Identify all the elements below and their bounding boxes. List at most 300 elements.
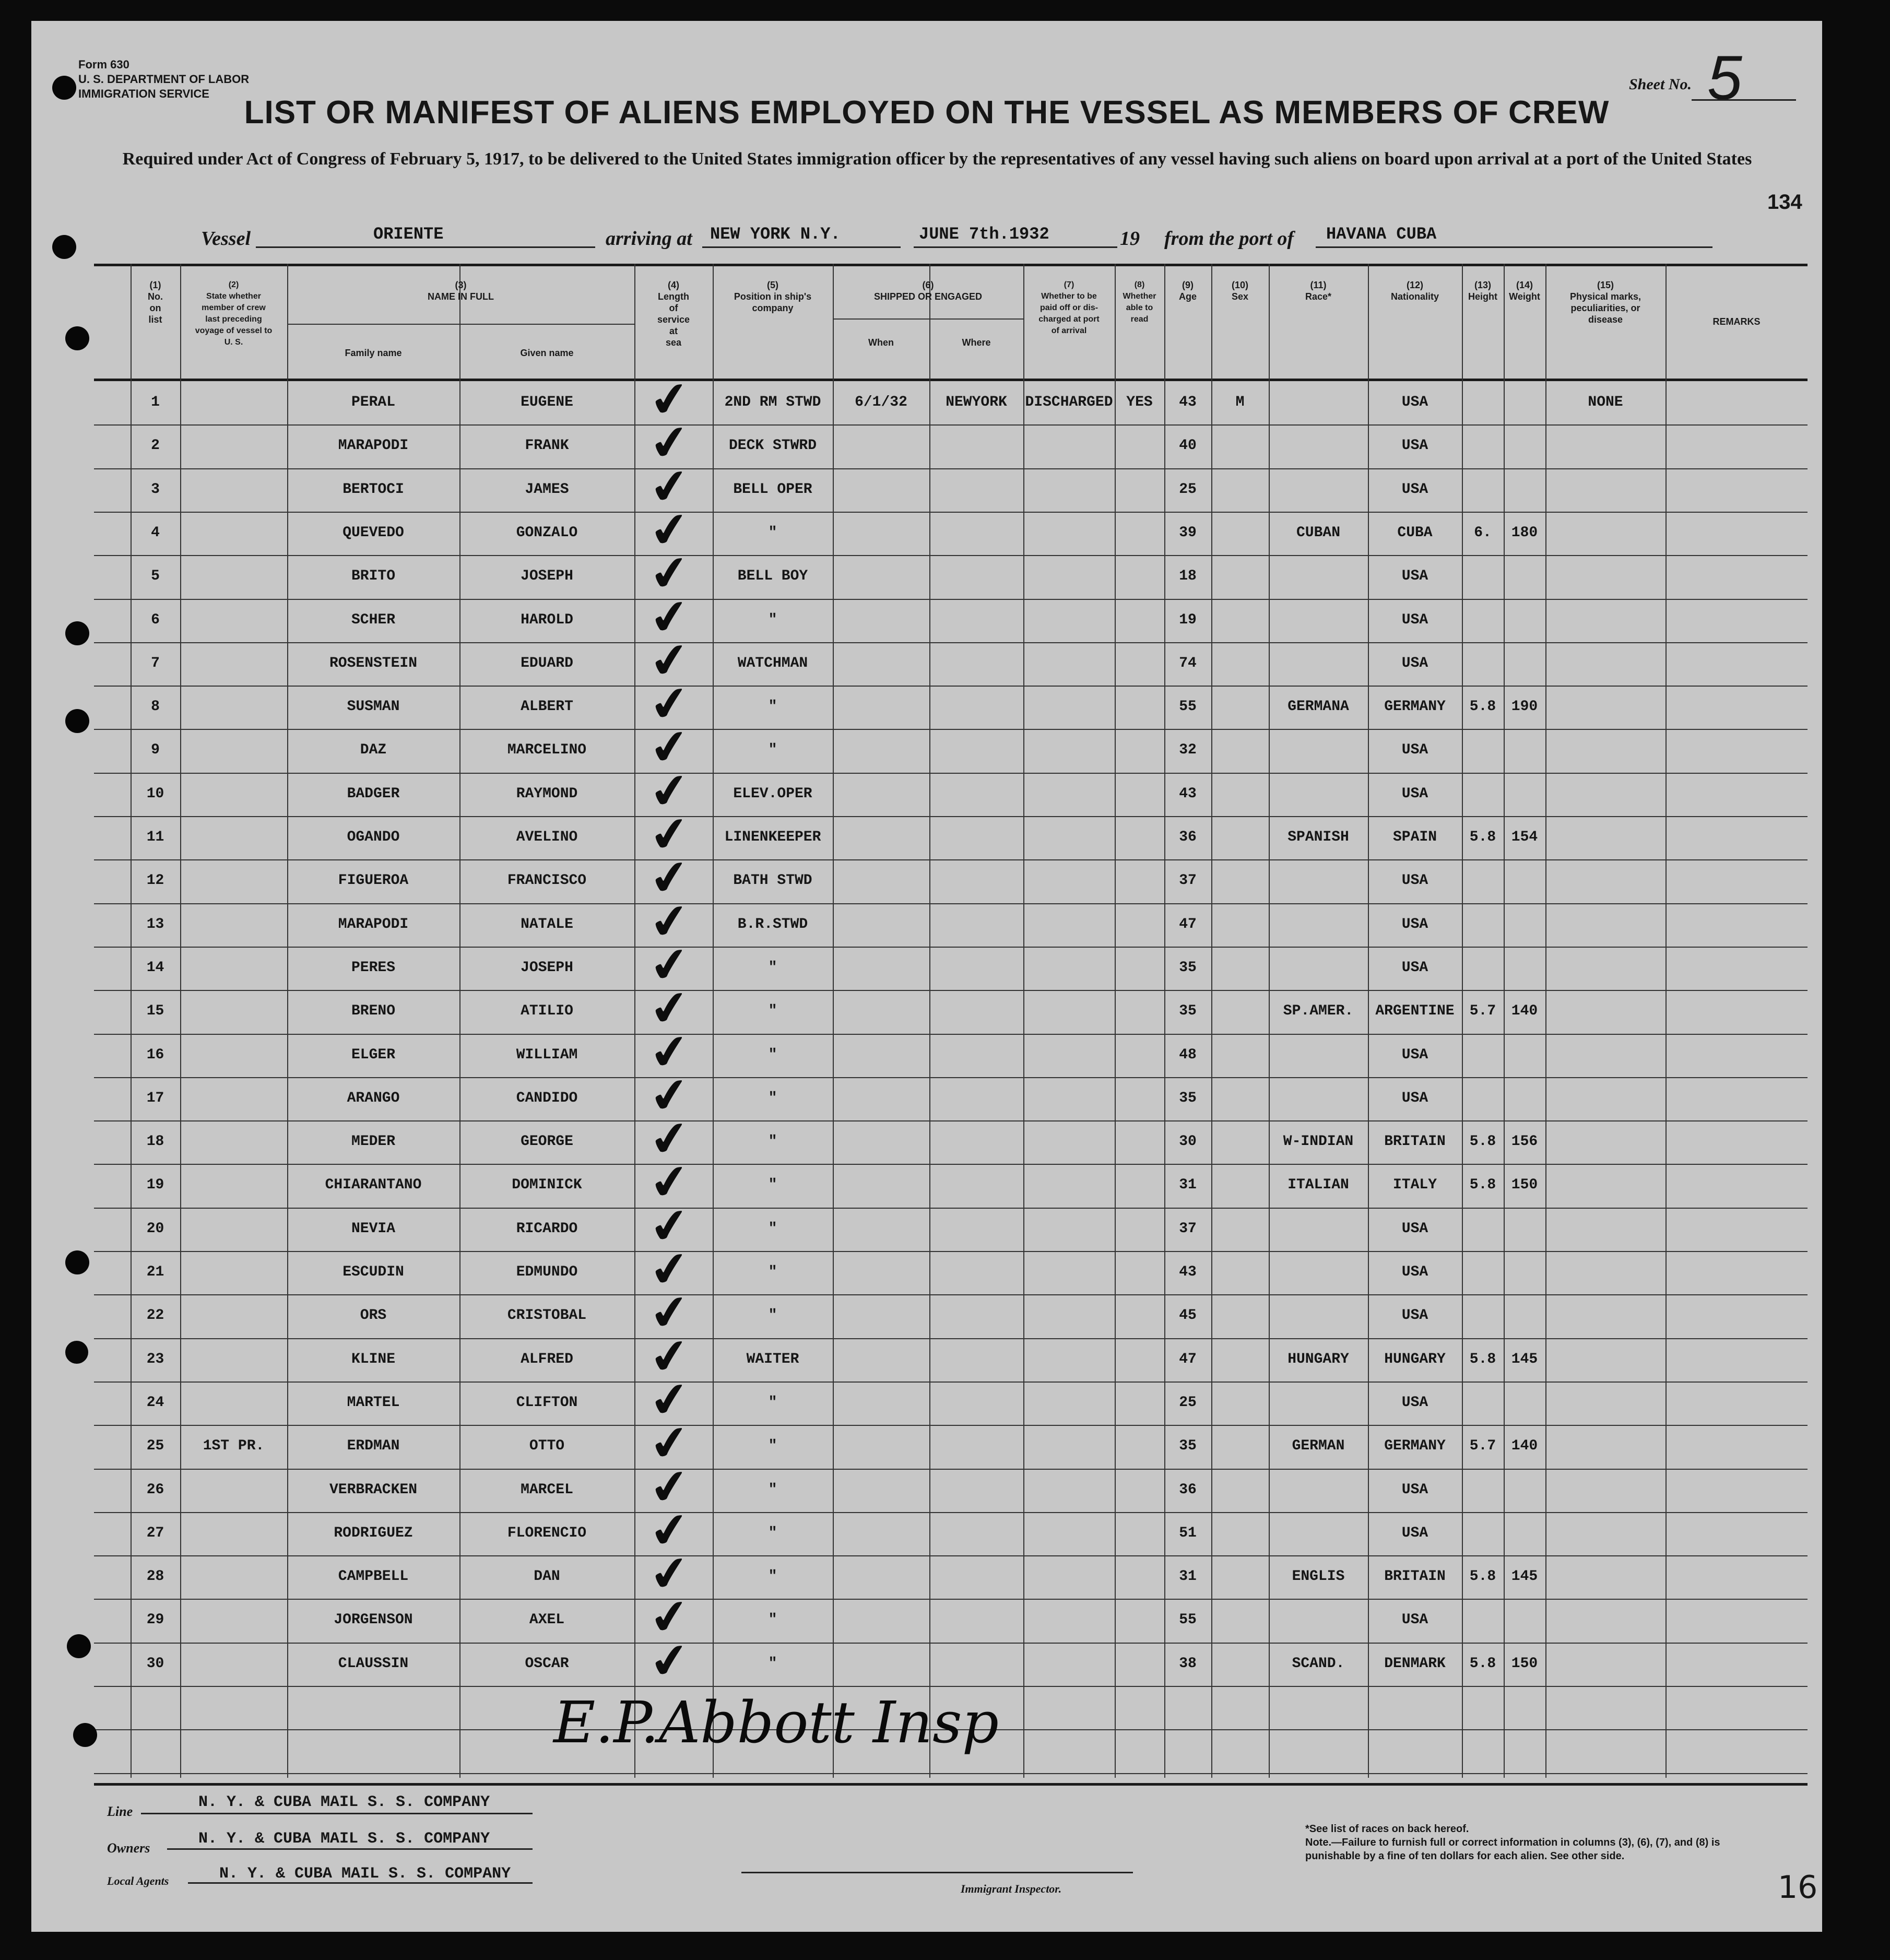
cell-given: CLIFTON	[516, 1394, 578, 1411]
cell-no: 9	[151, 742, 160, 759]
cell-given: FRANK	[525, 438, 569, 454]
cell-no: 15	[146, 1003, 164, 1020]
cell-height: 5.8	[1469, 1568, 1496, 1585]
cell-given: OTTO	[529, 1438, 565, 1455]
cell-given: ALBERT	[521, 699, 573, 715]
service-checkmark-icon: ✔	[646, 848, 693, 908]
cell-no: 6	[151, 611, 160, 628]
vessel-name: ORIENTE	[373, 225, 444, 244]
cell-given: AXEL	[529, 1612, 565, 1628]
service-checkmark-icon: ✔	[646, 370, 693, 430]
cell-no: 5	[151, 568, 160, 585]
cell-race: ENGLIS	[1292, 1568, 1345, 1585]
header-race: (11) Race*	[1305, 280, 1332, 302]
cell-no: 16	[146, 1046, 164, 1063]
cell-family: CHIARANTANO	[325, 1177, 422, 1194]
cell-nationality: CUBA	[1397, 524, 1433, 541]
cell-no: 8	[151, 699, 160, 715]
header-where: Where	[962, 337, 991, 348]
cell-weight: 150	[1511, 1655, 1538, 1672]
cell-no: 29	[146, 1612, 164, 1628]
cell-age: 40	[1179, 438, 1197, 454]
binder-hole	[65, 709, 89, 733]
cell-no: 25	[146, 1438, 164, 1455]
cell-family: CLAUSSIN	[338, 1655, 409, 1672]
cell-age: 74	[1179, 655, 1197, 671]
service-checkmark-icon: ✔	[646, 1631, 693, 1691]
cell-age: 47	[1179, 916, 1197, 932]
cell-nationality: GERMANY	[1384, 1438, 1446, 1455]
cell-height: 5.8	[1469, 1134, 1496, 1150]
cell-weight: 180	[1511, 524, 1538, 541]
arriving-port: NEW YORK N.Y.	[710, 225, 841, 244]
corner-mark: 16	[1778, 1869, 1818, 1906]
cell-age: 48	[1179, 1046, 1197, 1063]
cell-given: AVELINO	[516, 829, 578, 845]
service-checkmark-icon: ✔	[646, 1239, 693, 1300]
cell-given: EDMUNDO	[516, 1264, 578, 1280]
cell-position: "	[768, 1264, 777, 1280]
cell-position: B.R.STWD	[737, 916, 808, 932]
header-prev-voyage: (2) State whether member of crew last preceding voyage of vessel to U. S.	[195, 280, 273, 347]
binder-hole	[67, 1634, 91, 1658]
cell-paid: DISCHARGED	[1025, 394, 1113, 410]
service-checkmark-icon: ✔	[646, 544, 693, 604]
cell-nationality: USA	[1401, 655, 1428, 671]
service-checkmark-icon: ✔	[646, 1501, 693, 1561]
cell-position: BATH STWD	[733, 872, 812, 889]
service-checkmark-icon: ✔	[646, 1544, 693, 1604]
cell-family: BERTOCI	[342, 481, 404, 498]
cell-weight: 145	[1511, 1351, 1538, 1367]
cell-nationality: USA	[1401, 1394, 1428, 1411]
cell-given: FRANCISCO	[507, 872, 587, 889]
cell-race: SCAND.	[1292, 1655, 1345, 1672]
cell-age: 31	[1179, 1568, 1197, 1585]
cell-age: 47	[1179, 1351, 1197, 1367]
header-weight: (14) Weight	[1509, 280, 1540, 302]
cell-no: 23	[146, 1351, 164, 1367]
cell-nationality: USA	[1401, 1307, 1428, 1324]
service-checkmark-icon: ✔	[646, 1370, 693, 1430]
header-shipped: (6) SHIPPED OR ENGAGED	[873, 280, 983, 302]
cell-nationality: USA	[1401, 916, 1428, 932]
cell-no: 24	[146, 1394, 164, 1411]
cell-age: 43	[1179, 785, 1197, 802]
cell-position: "	[768, 699, 777, 715]
service-checkmark-icon: ✔	[646, 500, 693, 560]
header-position: (5) Position in ship's company	[734, 280, 812, 313]
cell-race: GERMAN	[1292, 1438, 1345, 1455]
cell-age: 38	[1179, 1655, 1197, 1672]
cell-height: 5.8	[1469, 1351, 1496, 1367]
cell-no: 13	[146, 916, 164, 932]
cell-nationality: USA	[1401, 1090, 1428, 1106]
cell-given: ALFRED	[521, 1351, 573, 1367]
cell-family: ROSENSTEIN	[329, 655, 418, 671]
cell-no: 11	[146, 829, 164, 845]
cell-no: 1	[151, 394, 160, 410]
cell-family: RODRIGUEZ	[334, 1525, 413, 1541]
cell-family: BRENO	[351, 1003, 395, 1020]
cell-age: 36	[1179, 829, 1197, 845]
cell-age: 35	[1179, 1003, 1197, 1020]
cell-prev: 1ST PR.	[203, 1438, 265, 1455]
manifest-sheet	[31, 21, 1822, 1932]
cell-family: DAZ	[360, 742, 387, 759]
cell-no: 27	[146, 1525, 164, 1541]
cell-given: JOSEPH	[521, 959, 573, 976]
cell-position: BELL BOY	[737, 568, 808, 585]
cell-given: OSCAR	[525, 1655, 569, 1672]
cell-nationality: USA	[1401, 1220, 1428, 1237]
cell-nationality: USA	[1401, 1481, 1428, 1498]
cell-position: "	[768, 1220, 777, 1237]
cell-nationality: USA	[1401, 742, 1428, 759]
cell-given: JOSEPH	[521, 568, 573, 585]
service-checkmark-icon: ✔	[646, 631, 693, 691]
agents-underline	[188, 1882, 533, 1884]
cell-weight: 190	[1511, 699, 1538, 715]
cell-nationality: SPAIN	[1392, 829, 1437, 845]
date-underline	[914, 246, 1117, 248]
cell-position: "	[768, 1046, 777, 1063]
cell-age: 39	[1179, 524, 1197, 541]
header-physical-marks: (15) Physical marks, peculiarities, or disease	[1569, 280, 1641, 325]
cell-given: FLORENCIO	[507, 1525, 587, 1541]
cell-family: MARTEL	[347, 1394, 400, 1411]
line-underline	[141, 1813, 533, 1814]
cell-nationality: BRITAIN	[1384, 1134, 1446, 1150]
cell-position: DECK STWRD	[728, 438, 817, 454]
service-checkmark-icon: ✔	[646, 1022, 693, 1082]
cell-family: VERBRACKEN	[329, 1481, 418, 1498]
cell-family: OGANDO	[347, 829, 400, 845]
cell-age: 43	[1179, 1264, 1197, 1280]
cell-age: 32	[1179, 742, 1197, 759]
cell-no: 30	[146, 1655, 164, 1672]
cell-family: MARAPODI	[338, 916, 409, 932]
cell-position: ELEV.OPER	[733, 785, 812, 802]
cell-nationality: ARGENTINE	[1375, 1003, 1455, 1020]
header-when: When	[868, 337, 894, 348]
cell-no: 18	[146, 1134, 164, 1150]
cell-position: "	[768, 1307, 777, 1324]
cell-position: "	[768, 959, 777, 976]
service-checkmark-icon: ✔	[646, 1196, 693, 1256]
agents-value: N. Y. & CUBA MAIL S. S. COMPANY	[219, 1865, 511, 1883]
owners-value: N. Y. & CUBA MAIL S. S. COMPANY	[198, 1830, 490, 1848]
cell-nationality: USA	[1401, 438, 1428, 454]
cell-age: 25	[1179, 481, 1197, 498]
service-checkmark-icon: ✔	[646, 587, 693, 647]
cell-no: 20	[146, 1220, 164, 1237]
crew-table	[94, 264, 1808, 1778]
cell-position: "	[768, 1481, 777, 1498]
cell-age: 25	[1179, 1394, 1197, 1411]
cell-race: W-INDIAN	[1283, 1134, 1354, 1150]
cell-position: LINENKEEPER	[724, 829, 821, 845]
cell-read: YES	[1126, 394, 1153, 410]
sheet-number: 5	[1707, 43, 1742, 113]
cell-position: "	[768, 742, 777, 759]
header-sex: (10) Sex	[1231, 280, 1249, 302]
cell-family: ERDMAN	[347, 1438, 400, 1455]
cell-age: 55	[1179, 699, 1197, 715]
sheet-number-label: Sheet No.	[1629, 76, 1692, 93]
service-checkmark-icon: ✔	[646, 891, 693, 952]
cell-nationality: USA	[1401, 785, 1428, 802]
vessel-underline	[256, 246, 595, 248]
cell-nationality: ITALY	[1392, 1177, 1437, 1194]
cell-position: "	[768, 1394, 777, 1411]
cell-family: ESCUDIN	[342, 1264, 404, 1280]
cell-race: CUBAN	[1296, 524, 1340, 541]
inspector-underline	[741, 1872, 1133, 1873]
service-checkmark-icon: ✔	[646, 1457, 693, 1517]
year-label: 19	[1120, 228, 1140, 250]
cell-family: MEDER	[351, 1134, 395, 1150]
vessel-label: Vessel	[201, 228, 251, 250]
cell-nationality: USA	[1401, 1046, 1428, 1063]
cell-given: GONZALO	[516, 524, 578, 541]
cell-weight: 140	[1511, 1003, 1538, 1020]
cell-age: 35	[1179, 959, 1197, 976]
header-no: (1) No. on list	[148, 280, 163, 325]
service-checkmark-icon: ✔	[646, 761, 693, 821]
service-checkmark-icon: ✔	[646, 805, 693, 865]
cell-position: "	[768, 611, 777, 628]
cell-given: HAROLD	[521, 611, 573, 628]
binder-hole	[73, 1723, 97, 1747]
service-checkmark-icon: ✔	[646, 1152, 693, 1213]
cell-age: 35	[1179, 1090, 1197, 1106]
service-checkmark-icon: ✔	[646, 978, 693, 1038]
inspector-signature: E.P.Abbott Insp	[553, 1689, 999, 1756]
cell-given: NATALE	[521, 916, 573, 932]
cell-position: "	[768, 1003, 777, 1020]
cell-nationality: HUNGARY	[1384, 1351, 1446, 1367]
service-checkmark-icon: ✔	[646, 456, 693, 517]
service-checkmark-icon: ✔	[646, 674, 693, 734]
binder-hole	[65, 1250, 89, 1274]
cell-age: 45	[1179, 1307, 1197, 1324]
arriving-underline	[702, 246, 901, 248]
cell-no: 28	[146, 1568, 164, 1585]
cell-nationality: USA	[1401, 959, 1428, 976]
cell-nationality: USA	[1401, 568, 1428, 585]
cell-height: 6.	[1474, 524, 1492, 541]
cell-age: 30	[1179, 1134, 1197, 1150]
cell-no: 7	[151, 655, 160, 671]
line-label: Line	[107, 1804, 133, 1819]
header-given-name: Given name	[520, 348, 574, 358]
service-checkmark-icon: ✔	[646, 1283, 693, 1343]
cell-family: BADGER	[347, 785, 400, 802]
cell-family: JORGENSON	[334, 1612, 413, 1628]
cell-position: "	[768, 1525, 777, 1541]
cell-nationality: USA	[1401, 481, 1428, 498]
cell-given: DAN	[534, 1568, 560, 1585]
cell-height: 5.8	[1469, 829, 1496, 845]
cell-age: 31	[1179, 1177, 1197, 1194]
cell-family: ARANGO	[347, 1090, 400, 1106]
cell-sex: M	[1235, 394, 1245, 410]
cell-race: SPANISH	[1287, 829, 1349, 845]
cell-position: WAITER	[746, 1351, 799, 1367]
cell-race: GERMANA	[1287, 699, 1349, 715]
cell-no: 26	[146, 1481, 164, 1498]
cell-given: ATILIO	[521, 1003, 573, 1020]
header-age: (9) Age	[1178, 280, 1197, 302]
cell-weight: 156	[1511, 1134, 1538, 1150]
cell-nationality: USA	[1401, 1612, 1428, 1628]
cell-weight: 145	[1511, 1568, 1538, 1585]
cell-height: 5.7	[1469, 1438, 1496, 1455]
binder-hole	[65, 1341, 88, 1364]
cell-nationality: USA	[1401, 1264, 1428, 1280]
cell-family: SCHER	[351, 611, 395, 628]
service-checkmark-icon: ✔	[646, 1413, 693, 1473]
binder-hole	[52, 76, 76, 100]
cell-position: "	[768, 1568, 777, 1585]
header-length-service: (4) Length of service at sea	[657, 280, 690, 348]
cell-age: 43	[1179, 394, 1197, 410]
cell-nationality: BRITAIN	[1384, 1568, 1446, 1585]
cell-given: MARCELINO	[507, 742, 587, 759]
cell-no: 21	[146, 1264, 164, 1280]
cell-race: HUNGARY	[1287, 1351, 1349, 1367]
cell-weight: 154	[1511, 829, 1538, 845]
cell-position: "	[768, 1177, 777, 1194]
cell-family: PERAL	[351, 394, 395, 410]
from-label: from the port of	[1164, 228, 1294, 250]
cell-race: SP.AMER.	[1283, 1003, 1354, 1020]
owners-label: Owners	[107, 1840, 150, 1856]
cell-position: 2ND RM STWD	[724, 394, 821, 410]
cell-family: PERES	[351, 959, 395, 976]
agents-label: Local Agents	[107, 1874, 169, 1887]
cell-no: 10	[146, 785, 164, 802]
service-checkmark-icon: ✔	[646, 1326, 693, 1387]
inspector-label: Immigrant Inspector.	[961, 1882, 1062, 1895]
cell-no: 17	[146, 1090, 164, 1106]
cell-position: "	[768, 1438, 777, 1455]
line-value: N. Y. & CUBA MAIL S. S. COMPANY	[198, 1793, 490, 1811]
cell-height: 5.8	[1469, 699, 1496, 715]
cell-nationality: USA	[1401, 394, 1428, 410]
cell-no: 2	[151, 438, 160, 454]
cell-position: "	[768, 1090, 777, 1106]
cell-family: BRITO	[351, 568, 395, 585]
binder-hole	[52, 235, 76, 259]
cell-age: 18	[1179, 568, 1197, 585]
cell-nationality: USA	[1401, 611, 1428, 628]
service-checkmark-icon: ✔	[646, 413, 693, 474]
cell-when: 6/1/32	[855, 394, 907, 410]
page-title: LIST OR MANIFEST OF ALIENS EMPLOYED ON THE VESSEL AS MEMBERS OF CREW	[244, 95, 1610, 131]
header-paid-off: (7) Whether to be paid off or dis- charged at port of arrival	[1038, 280, 1100, 335]
cell-age: 55	[1179, 1612, 1197, 1628]
cell-position: BELL OPER	[733, 481, 812, 498]
arrival-date: JUNE 7th.1932	[919, 225, 1049, 244]
port-underline	[1316, 246, 1712, 248]
cell-given: CANDIDO	[516, 1090, 578, 1106]
cell-age: 51	[1179, 1525, 1197, 1541]
cell-age: 37	[1179, 1220, 1197, 1237]
cell-nationality: GERMANY	[1384, 699, 1446, 715]
cell-nationality: DENMARK	[1384, 1655, 1446, 1672]
cell-family: QUEVEDO	[342, 524, 404, 541]
footer-note: *See list of races on back hereof. Note.—Failure to furnish full or correct information in columns (3), (6), (7), and (8) is punishable by a fine of ten dollars for each alien. See other side.	[1305, 1823, 1720, 1862]
cell-family: CAMPBELL	[338, 1568, 409, 1585]
cell-age: 19	[1179, 611, 1197, 628]
cell-position: "	[768, 524, 777, 541]
cell-given: MARCEL	[521, 1481, 573, 1498]
cell-nationality: USA	[1401, 872, 1428, 889]
cell-no: 19	[146, 1177, 164, 1194]
page-subtitle: Required under Act of Congress of February 5, 1917, to be delivered to the United States immigration officer by the representatives of any vessel having such aliens on board upon arrival at a port of the United States	[122, 149, 1752, 169]
departure-port: HAVANA CUBA	[1326, 225, 1437, 244]
header-remarks: REMARKS	[1712, 316, 1761, 327]
header-family-name: Family name	[345, 348, 402, 358]
binder-hole	[65, 326, 89, 350]
cell-given: WILLIAM	[516, 1046, 578, 1063]
cell-family: ELGER	[351, 1046, 395, 1063]
cell-position: "	[768, 1655, 777, 1672]
arriving-label: arriving at	[606, 228, 692, 250]
service-checkmark-icon: ✔	[646, 1587, 693, 1648]
header-read: (8) Whether able to read	[1123, 280, 1156, 324]
cell-weight: 150	[1511, 1177, 1538, 1194]
cell-position: "	[768, 1134, 777, 1150]
cell-where: NEWYORK	[946, 394, 1007, 410]
cell-family: SUSMAN	[347, 699, 400, 715]
cell-given: EDUARD	[521, 655, 573, 671]
cell-given: DOMINICK	[512, 1177, 582, 1194]
cell-age: 35	[1179, 1438, 1197, 1455]
cell-given: RAYMOND	[516, 785, 578, 802]
binder-hole	[65, 621, 89, 645]
cell-family: MARAPODI	[338, 438, 409, 454]
cell-family: FIGUEROA	[338, 872, 409, 889]
cell-given: RICARDO	[516, 1220, 578, 1237]
cell-height: 5.8	[1469, 1655, 1496, 1672]
service-checkmark-icon: ✔	[646, 1066, 693, 1126]
cell-given: CRISTOBAL	[507, 1307, 587, 1324]
cell-weight: 140	[1511, 1438, 1538, 1455]
form-number: Form 630 U. S. DEPARTMENT OF LABOR IMMIGRATION SERVICE	[78, 58, 250, 100]
header-nationality: (12) Nationality	[1390, 280, 1439, 302]
cell-height: 5.8	[1469, 1177, 1496, 1194]
cell-marks: NONE	[1588, 394, 1623, 410]
header-name: (3) NAME IN FULL	[428, 280, 494, 302]
page-number: 134	[1767, 191, 1802, 214]
cell-age: 36	[1179, 1481, 1197, 1498]
cell-no: 22	[146, 1307, 164, 1324]
cell-given: GEORGE	[521, 1134, 573, 1150]
cell-age: 37	[1179, 872, 1197, 889]
cell-family: KLINE	[351, 1351, 395, 1367]
cell-family: NEVIA	[351, 1220, 395, 1237]
cell-position: "	[768, 1612, 777, 1628]
cell-no: 14	[146, 959, 164, 976]
cell-given: EUGENE	[521, 394, 573, 410]
cell-family: ORS	[360, 1307, 387, 1324]
cell-race: ITALIAN	[1287, 1177, 1349, 1194]
service-checkmark-icon: ✔	[646, 717, 693, 778]
service-checkmark-icon: ✔	[646, 1109, 693, 1169]
